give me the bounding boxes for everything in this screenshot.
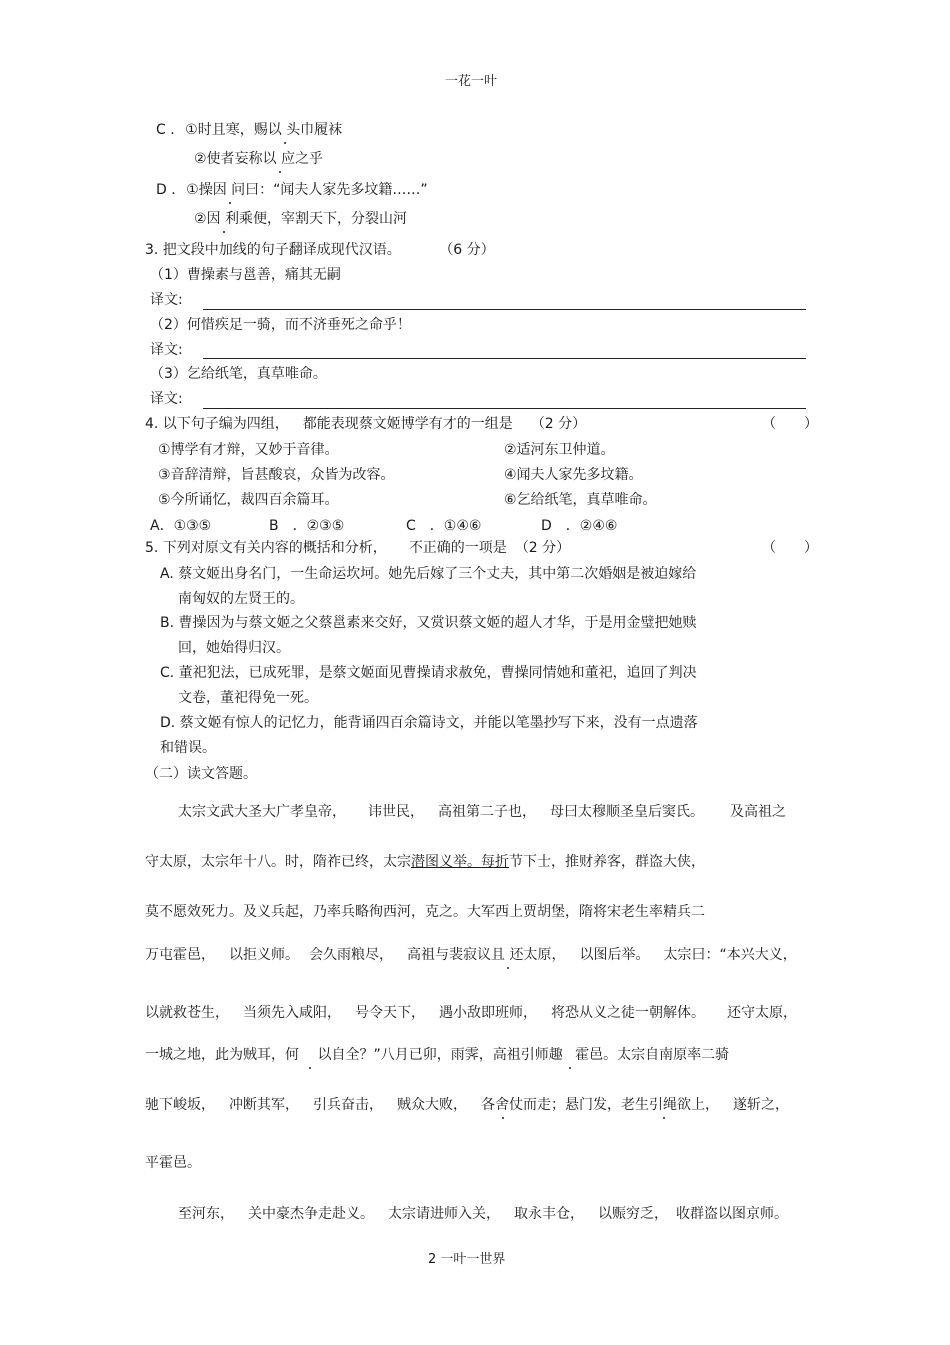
- q4-score: （2 分）: [530, 416, 587, 432]
- passage-segment: 遂斩之，: [733, 1097, 789, 1113]
- emphasis-dot: [282, 122, 286, 138]
- option-c-label: C .: [156, 122, 175, 138]
- q5-answer-paren[interactable]: （ ）: [762, 540, 818, 556]
- passage-line-6: [145, 1045, 729, 1065]
- q4-sentence-3: ③音辞清辩，旨甚酸哀，众皆为改容。: [158, 467, 395, 483]
- q4-title-text: 4. 以下句子编为四组，: [145, 416, 289, 432]
- passage-segment: 当须先入咸阳，: [243, 1005, 341, 1021]
- passage-segment: 太宗请进师入关，: [388, 1206, 500, 1222]
- passage-segment: 以自全？”八月已卯，雨霁，高祖引师趣: [317, 1047, 563, 1063]
- option-c1-text-post: 头巾履袜: [286, 122, 343, 138]
- q3-title: [145, 240, 495, 260]
- passage-segment: 以拒义师。: [229, 947, 299, 963]
- q4-answer-paren[interactable]: （ ）: [762, 416, 818, 432]
- underlined-phrase: 潜图义举。每折: [411, 854, 509, 870]
- emphasis-dot: [307, 1047, 311, 1063]
- passage-segment: 高祖与裴寂议且: [407, 947, 505, 963]
- option-d-label: D .: [156, 182, 176, 198]
- passage-line-2: [145, 852, 705, 872]
- passage-segment: 关中豪杰争走赴义。: [248, 1206, 374, 1222]
- q4-sentence-5: ⑤今所诵忆，裁四百余篇耳。: [158, 492, 339, 508]
- q5-option-a-line1[interactable]: A. 蔡文姬出身名门，一生命运坎坷。她先后嫁了三个丈夫，其中第二次婚姻是被迫嫁给: [160, 566, 697, 582]
- q5-score: （2 分）: [514, 540, 571, 556]
- q3-score: （6 分）: [439, 242, 495, 258]
- passage-segment: 一城之地，此为贼耳，何: [145, 1047, 299, 1063]
- passage-segment: 还守太原，: [727, 1005, 797, 1021]
- passage-segment: 会久雨粮尽，: [309, 947, 393, 963]
- passage-segment: 太宗曰：“本兴大义，: [663, 947, 797, 963]
- q4-option-c[interactable]: C ．①④⑥: [406, 518, 482, 534]
- passage-segment: 号令天下，: [355, 1005, 425, 1021]
- q5-option-b-line1[interactable]: B. 曹操因为与蔡文姬之父蔡邕素来交好，又赏识蔡文姬的超人才华，于是用金璧把她赎: [160, 615, 697, 631]
- q3-answer-line-1[interactable]: [203, 309, 806, 310]
- passage-line-1: [178, 802, 786, 822]
- passage-segment: 至河东，: [178, 1206, 234, 1222]
- q5-option-d-line2: 和错误。: [160, 740, 216, 756]
- passage-segment: 引兵奋击，: [313, 1097, 383, 1113]
- passage-segment: 及高祖之: [730, 804, 786, 820]
- option-d-line1: [156, 180, 428, 200]
- emphasis-dot: [227, 182, 231, 198]
- q3-answer-label-3: 译文:: [150, 391, 183, 407]
- passage-line-8: 平霍邑。: [145, 1155, 201, 1171]
- passage-segment: ，老生引绳欲上，: [607, 1097, 719, 1113]
- passage-segment: 各舍仗: [481, 1097, 523, 1113]
- option-c-line1: [156, 120, 342, 140]
- passage-line-4: [145, 945, 797, 965]
- q5-option-c-line2: 文卷，董祀得免一死。: [178, 690, 318, 706]
- q4-option-d[interactable]: D ．②④⑥: [541, 518, 618, 534]
- q5-option-c-line1[interactable]: C. 董祀犯法，已成死罪，是蔡文姬面见曹操请求赦免，曹操同情她和董祀，追回了判决: [160, 665, 697, 681]
- q4-sentence-1: ①博学有才辩，又妙于音律。: [158, 442, 339, 458]
- passage-segment: 守太原，太宗年十八。时，隋祚已终，太宗: [145, 854, 411, 870]
- passage-segment: 以图后举。: [579, 947, 650, 963]
- passage-segment: 取永丰仓，: [514, 1206, 584, 1222]
- q4-title: [145, 414, 586, 434]
- q3-answer-line-2[interactable]: [203, 358, 806, 359]
- passage-segment: 将恐从义之徒一朝解体。: [551, 1005, 705, 1021]
- q5-title-text: 5. 下列对原文有关内容的概括和分析，: [145, 540, 387, 556]
- passage-segment: 冲断其军，: [229, 1097, 299, 1113]
- q3-answer-label-2: 译文:: [150, 342, 183, 358]
- q5-title: [145, 538, 570, 558]
- passage-line-5: [145, 1003, 797, 1023]
- q4-title-text2: 都能表现蔡文姬博学有才的一组是: [302, 416, 513, 432]
- q4-sentence-2: ②适河东卫仲道。: [504, 442, 615, 458]
- option-d1-text: ①操因: [186, 182, 227, 198]
- passage-segment: 以赈穷乏，: [598, 1206, 668, 1222]
- passage-segment: 收群盗以图京师。: [676, 1206, 788, 1222]
- q5-option-d-line1[interactable]: D. 蔡文姬有惊人的记忆力，能背诵四百余篇诗文，并能以笔墨抄写下来，没有一点遗落: [160, 715, 698, 731]
- q4-option-a[interactable]: A．①③⑤: [150, 518, 212, 534]
- passage-segment: 而走；悬门发: [523, 1097, 607, 1113]
- q3-item-1: （1）曹操素与邕善，痛其无嗣: [150, 267, 341, 283]
- option-d2-text-post: 利乘便，宰割天下，分裂山河: [225, 211, 408, 227]
- option-c-line2: [194, 149, 323, 169]
- q4-option-b[interactable]: B ．②③⑤: [269, 518, 345, 534]
- passage-segment: 节下士，推财养客，群盗大侠，: [509, 854, 705, 870]
- passage-segment: 高祖第二子也，: [438, 804, 536, 820]
- q3-answer-line-3[interactable]: [203, 408, 806, 409]
- passage-segment: 还太原，: [509, 947, 566, 963]
- q4-sentence-6: ⑥乞给纸笔，真草唯命。: [504, 492, 657, 508]
- passage-segment: 讳世民，: [368, 804, 424, 820]
- passage-segment: 母曰太穆顺圣皇后窦氏。: [550, 804, 704, 820]
- passage-segment: 万屯霍邑，: [145, 947, 215, 963]
- option-c2-text: ②使者妄称以: [194, 151, 277, 167]
- option-d1-text-post: 问曰：“闻夫人家先多坟籍……”: [231, 182, 428, 198]
- option-c1-text: ①时且寒，赐以: [185, 122, 282, 138]
- passage-segment: 太宗文武大圣大广孝皇帝，: [178, 804, 346, 820]
- passage-segment: 以就救苍生，: [145, 1005, 229, 1021]
- passage-line-9: [178, 1204, 788, 1224]
- passage-segment: 驰下峻坂，: [145, 1097, 215, 1113]
- option-d2-text: ②因: [194, 211, 221, 227]
- passage-segment: 遇小敌即班师，: [439, 1005, 537, 1021]
- page-footer: 2 一叶一世界: [428, 1252, 506, 1267]
- passage-line-7: [145, 1095, 789, 1115]
- q5-title-text2: 不正确的一项是: [408, 540, 507, 556]
- option-c2-text-post: 应之乎: [281, 151, 324, 167]
- q3-item-3: （3）乞给纸笔，真草唯命。: [150, 366, 327, 382]
- option-d-line2: [194, 209, 407, 229]
- q3-item-2: （2）何惜疾足一骑，而不济垂死之命乎！: [150, 317, 411, 333]
- section-heading: （二）读文答题。: [145, 766, 257, 782]
- page-header: 一花一叶: [445, 74, 498, 89]
- emphasis-dot: [505, 947, 509, 963]
- passage-segment: 霍邑。太宗自南原率二骑: [575, 1047, 730, 1063]
- q5-option-a-line2: 南匈奴的左贤王的。: [178, 591, 304, 607]
- emphasis-dot: [277, 151, 281, 167]
- passage-segment: 贼众大败，: [397, 1097, 467, 1113]
- emphasis-dot: [221, 211, 225, 227]
- q4-sentence-4: ④闻夫人家先多坟籍。: [504, 467, 643, 483]
- emphasis-dot: [567, 1047, 571, 1063]
- q5-option-b-line2: 回，她始得归汉。: [178, 640, 290, 656]
- q3-answer-label-1: 译文:: [150, 292, 183, 308]
- q3-title-text: 3. 把文段中加线的句子翻译成现代汉语。: [145, 242, 401, 258]
- passage-line-3: 莫不愿效死力。及义兵起，乃率兵略徇西河，克之。大军西上贾胡堡，隋将宋老生率精兵二: [145, 904, 705, 920]
